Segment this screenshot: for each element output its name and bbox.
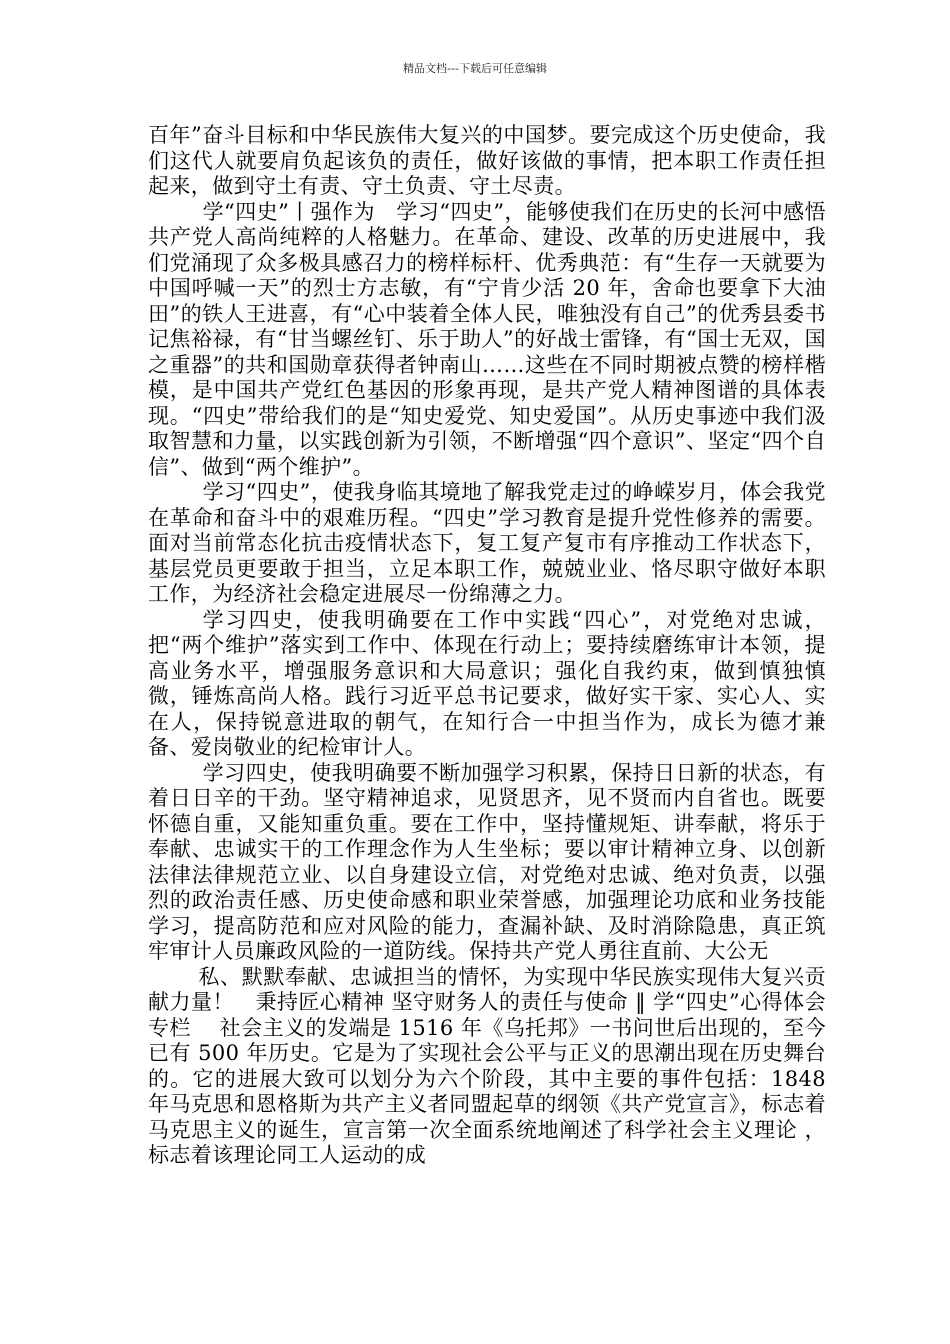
paragraph-4: 学习四史，使我明确要在工作中实践“四心”，对党绝对忠诚，把“两个维护”落实到工作中、体现在行动上；要持续磨练审计本领，提高业务水平，增强服务意识和大局意识；强化自我约束，做到慎独慎微，锤炼高尚人格。践行习近平总书记要求，做好实干家、实心人、实在人，保持锐意进取的朝气，在知行合一中担当作为，成长为德才兼备、爱岗敬业的纪检审计人。 <box>148 607 826 759</box>
paragraph-1: 百年”奋斗目标和中华民族伟大复兴的中国梦。要完成这个历史使命，我们这代人就要肩负起该负的责任，做好该做的事情，把本职工作责任担起来，做到守土有责、守土负责、守土尽责。 <box>148 123 826 198</box>
paragraph-2: 学“四史”丨强作为 学习“四史”，能够使我们在历史的长河中感悟共产党人高尚纯粹的人格魅力。在革命、建设、改革的历史进展中，我们党涌现了众多极具感召力的榜样标杆、优秀典范：有“生存一天就要为中国呼喊一天”的烈士方志敏，有“宁肯少活 20 年，舍命也要拿下大油田”的铁人王进喜，有“心中装着全体人民，唯独没有自己”的优秀县委书记焦裕禄，有“甘当螺丝钉、乐于助人”的好战士雷锋，有“国士无双，国之重器”的共和国勋章获得者钟南山……这些在不同时期被点赞的榜样楷模，是中国共产党红色基因的形象再现，是共产党人精神图谱的具体表现。“四史”带给我们的是“知史爱党、知史爱国”。从历史事迹中我们汲取智慧和力量，以实践创新为引领，不断增强“四个意识”、坚定“四个自信”、做到“两个维护”。 <box>148 199 826 479</box>
page-header: 精品文档---下载后可任意编辑 <box>403 62 547 75</box>
document-body <box>148 123 826 1169</box>
paragraph-3: 学习“四史”，使我身临其境地了解我党走过的峥嵘岁月，体会我党在革命和奋斗中的艰难历程。“四史”学习教育是提升党性修养的需要。面对当前常态化抗击疫情状态下，复工复产复市有序推动工作状态下，基层党员更要敢于担当，立足本职工作，兢兢业业、恪尽职守做好本职工作，为经济社会稳定进展尽一份绵薄之力。 <box>148 480 826 606</box>
paragraph-5: 学习四史，使我明确要不断加强学习积累，保持日日新的状态，有着日日辛的干劲。坚守精神追求，见贤思齐，见不贤而内自省也。既要怀德自重，又能知重负重。要在工作中，坚持懂规矩、讲奉献，将乐于奉献、忠诚实干的工作理念作为人生坐标；要以审计精神立身、以创新法律法律规范立业、以自身建设立信，对党绝对忠诚、绝对负责，以强烈的政治责任感、历史使命感和职业荣誉感，加强理论功底和业务技能学习，提高防范和应对风险的能力，查漏补缺、及时消除隐患，真正筑牢审计人员廉政风险的一道防线。保持共产党人勇往直前、大公无 <box>148 760 826 963</box>
paragraph-6: 私、默默奉献、忠诚担当的情怀，为实现中华民族实现伟大复兴贡献力量！ 秉持匠心精神 坚守财务人的责任与使命 ‖ 学“四史”心得体会专栏 社会主义的发端是 1516 年《乌托邦》一书问世后出现的，至今已有 500 年历史。它是为了实现社会公平与正义的思潮出现在历史舞台的。它的进展大致可以划分为六个阶段，其中主要的事件包括：1848 年马克思和恩格斯为共产主义者同盟起草的纲领《共产党宣言》，标志着马克思主义的诞生，宣言第一次全面系统地阐述了科学社会主义理论 ，标志着该理论同工人运动的成 <box>148 964 826 1167</box>
